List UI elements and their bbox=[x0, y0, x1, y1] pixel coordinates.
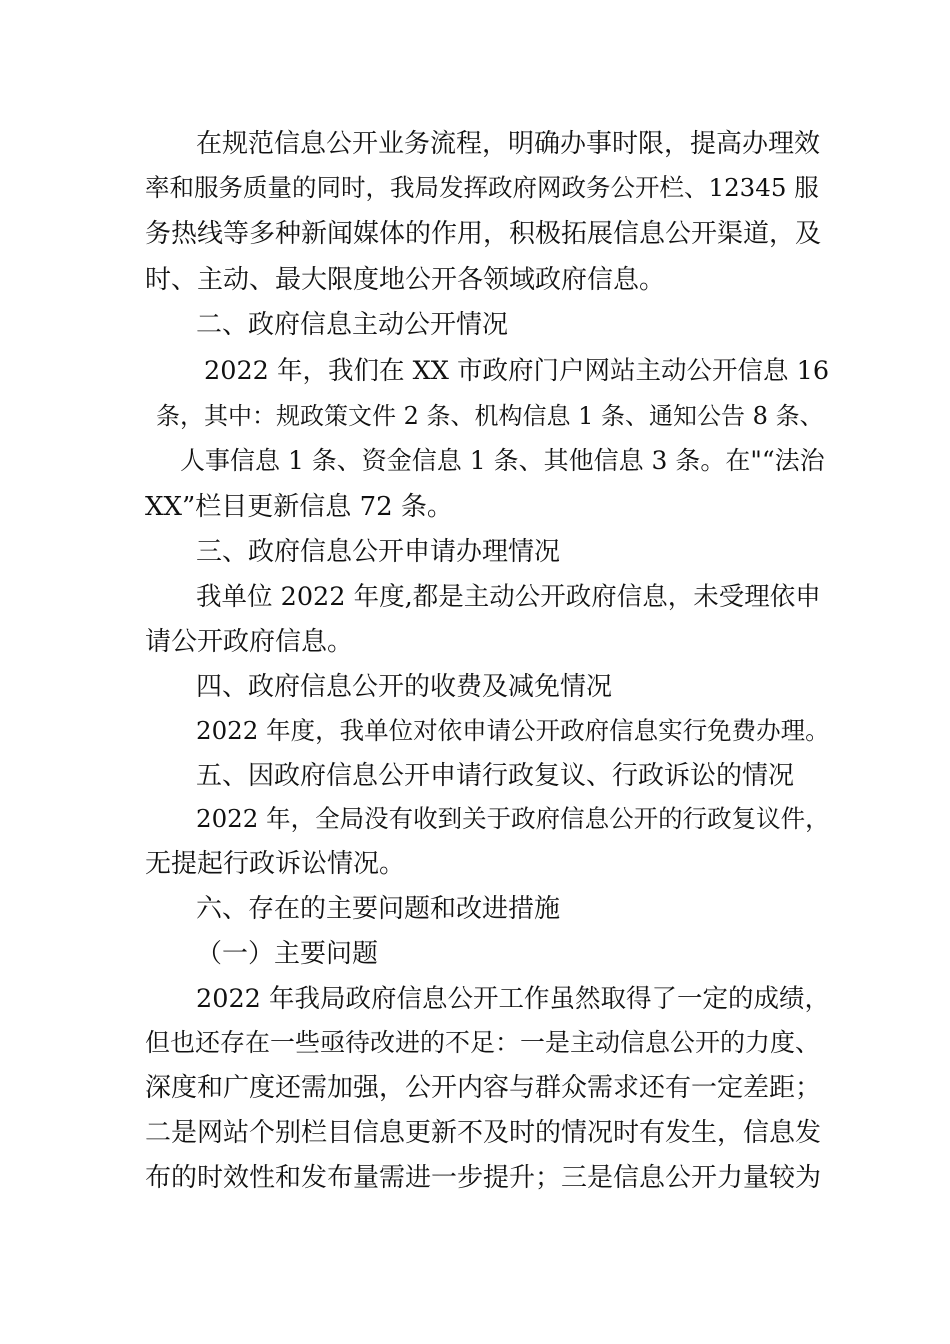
body-text-line: 2022 年度，我单位对依申请公开政府信息实行免费办理。 bbox=[196, 716, 830, 745]
body-text-line: 在规范信息公开业务流程，明确办事时限，提高办理效 bbox=[196, 129, 821, 159]
section-heading: 四、政府信息公开的收费及减免情况 bbox=[196, 672, 613, 702]
body-text-line: 2022 年，全局没有收到关于政府信息公开的行政复议件， bbox=[196, 804, 830, 833]
body-text-line: 深度和广度还需加强，公开内容与群众需求还有一定差距； bbox=[145, 1073, 822, 1103]
body-text-line: 2022 年，我们在 XX 市政府门户网站主动公开信息 16 bbox=[204, 356, 830, 386]
section-heading: 六、存在的主要问题和改进措施 bbox=[196, 894, 561, 924]
body-text-line: 布的时效性和发布量需进一步提升；三是信息公开力量较为 bbox=[145, 1163, 822, 1193]
body-text-line: 时、主动、最大限度地公开各领域政府信息。 bbox=[145, 265, 666, 295]
body-text-line: 我单位 2022 年度,都是主动公开政府信息，未受理依申 bbox=[196, 582, 821, 612]
body-text-line: 二是网站个别栏目信息更新不及时的情况时有发生，信息发 bbox=[145, 1118, 822, 1148]
body-text-line: 率和服务质量的同时，我局发挥政府网政务公开栏、12345 服 bbox=[145, 173, 819, 202]
body-text-line: 务热线等多种新闻媒体的作用，积极拓展信息公开渠道，及 bbox=[145, 219, 822, 249]
body-text-line: 无提起行政诉讼情况。 bbox=[145, 849, 406, 879]
subsection-heading: （一）主要问题 bbox=[196, 939, 379, 969]
body-text-line: 2022 年我局政府信息公开工作虽然取得了一定的成绩， bbox=[196, 984, 831, 1014]
section-heading: 三、政府信息公开申请办理情况 bbox=[196, 537, 561, 567]
body-text-line: XX”栏目更新信息 72 条。 bbox=[145, 492, 453, 522]
body-text-line: 请公开政府信息。 bbox=[145, 627, 354, 657]
section-heading: 二、政府信息主动公开情况 bbox=[196, 310, 509, 340]
section-heading: 五、因政府信息公开申请行政复议、行政诉讼的情况 bbox=[196, 761, 795, 791]
body-text-line: 人事信息 1 条、资金信息 1 条、其他信息 3 条。在"“法治 bbox=[180, 446, 825, 475]
body-text-line: 但也还存在一些亟待改进的不足：一是主动信息公开的力度、 bbox=[145, 1028, 821, 1057]
body-text-line: 条，其中：规政策文件 2 条、机构信息 1 条、通知公告 8 条、 bbox=[156, 402, 824, 430]
